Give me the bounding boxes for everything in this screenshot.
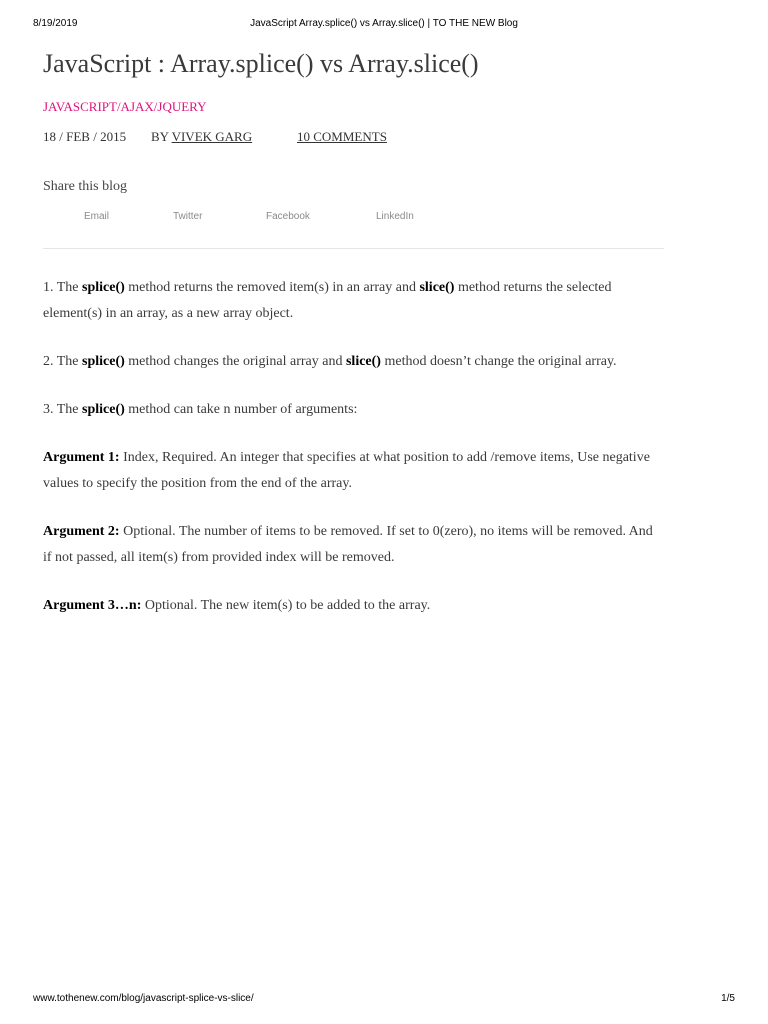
code-term: splice(): [82, 280, 125, 295]
category-link[interactable]: JAVASCRIPT/AJAX/JQUERY: [43, 99, 207, 114]
print-page-title: JavaScript Array.splice() vs Array.slice() | TO THE NEW Blog: [250, 18, 518, 29]
argument-1: [43, 445, 664, 497]
argument-text: Index, Required. An integer that specifies at what position to add /remove items, Use negative values to specify the position from the end of the array.: [43, 450, 650, 491]
byline: [151, 129, 252, 145]
paragraph-1: [43, 275, 664, 327]
article: [43, 46, 664, 641]
argument-label: Argument 3…n:: [43, 598, 142, 613]
paragraph-2: [43, 349, 664, 375]
print-date: 8/19/2019: [33, 18, 78, 29]
page-url: www.tothenew.com/blog/javascript-splice-vs-slice/: [33, 993, 254, 1004]
article-title: JavaScript : Array.splice() vs Array.slice(): [43, 49, 479, 78]
text: method doesn’t change the original array.: [380, 354, 617, 369]
text: method returns the selected element(s) in an array, as a new array object.: [43, 280, 612, 321]
divider: [43, 248, 664, 249]
argument-label: Argument 2:: [43, 524, 120, 539]
share-label: Share this blog: [43, 179, 127, 194]
page-number: 1/5: [721, 993, 735, 1004]
paragraph-3: [43, 397, 664, 423]
code-term: splice(): [82, 402, 125, 417]
argument-3: [43, 593, 664, 619]
comments-link[interactable]: 10 COMMENTS: [297, 129, 387, 144]
share-twitter-button[interactable]: Twitter: [173, 211, 203, 222]
article-meta: [43, 129, 664, 145]
text: method can take n number of arguments:: [124, 402, 358, 417]
code-term: splice(): [82, 354, 125, 369]
text: 2. The: [43, 354, 83, 369]
share-facebook-button[interactable]: Facebook: [266, 211, 310, 222]
argument-text: Optional. The new item(s) to be added to the array.: [141, 598, 431, 613]
text: method returns the removed item(s) in an array and: [124, 280, 420, 295]
share-email-button[interactable]: Email: [84, 211, 110, 222]
share-buttons: [43, 211, 664, 231]
argument-label: Argument 1:: [43, 450, 120, 465]
by-label: BY: [151, 129, 169, 144]
share-linkedin-button[interactable]: LinkedIn: [376, 211, 414, 222]
article-body: [43, 275, 664, 619]
publish-date: 18 / FEB / 2015: [43, 129, 127, 144]
text: 3. The: [43, 402, 83, 417]
print-header: [0, 18, 768, 32]
argument-text: Optional. The number of items to be removed. If set to 0(zero), no items will be removed. And if not passed, all item(s) from provided index will be removed.: [43, 524, 653, 565]
code-term: slice(): [345, 354, 381, 369]
print-footer: [0, 993, 768, 1007]
code-term: slice(): [419, 280, 455, 295]
argument-2: [43, 519, 664, 571]
author-link[interactable]: VIVEK GARG: [171, 129, 253, 144]
text: method changes the original array and: [124, 354, 346, 369]
text: 1. The: [43, 280, 83, 295]
